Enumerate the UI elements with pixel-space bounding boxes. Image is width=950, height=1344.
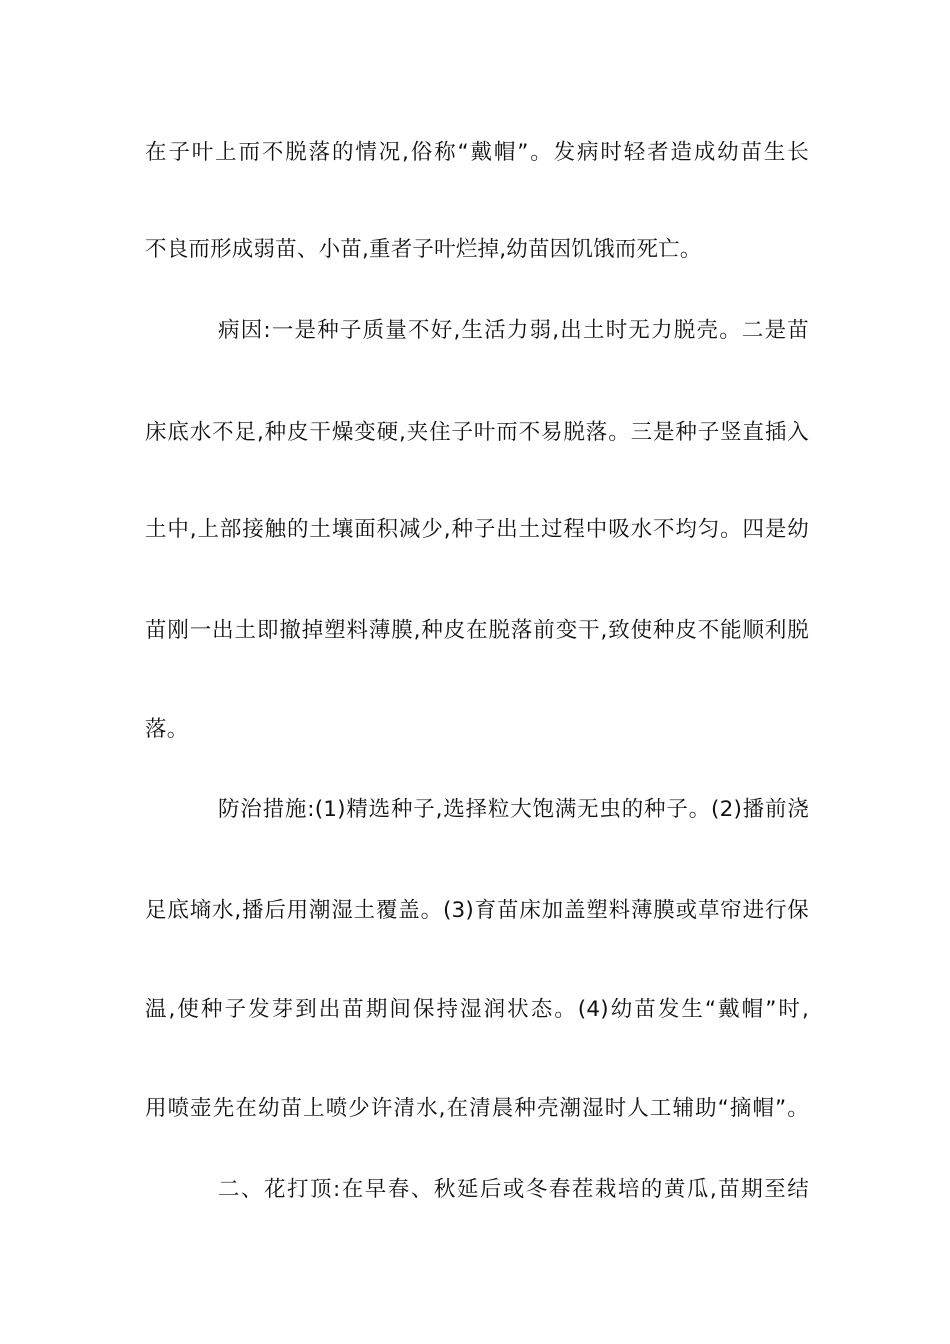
text-line-1: 在子叶上而不脱落的情况,俗称“戴帽”。发病时轻者造成幼苗生长 — [145, 140, 809, 165]
text-line-10: 温,使种子发芽到出苗期间保持湿润状态。(4)幼苗发生“戴帽”时, — [145, 997, 809, 1022]
text-line-3-paragraph-start: 病因:一是种子质量不好,生活力弱,出土时无力脱壳。二是苗 — [218, 318, 809, 343]
text-line-8-paragraph-start: 防治措施:(1)精选种子,选择粒大饱满无虫的种子。(2)播前浇 — [218, 797, 809, 822]
text-line-4: 床底水不足,种皮干燥变硬,夹住子叶而不易脱落。三是种子竖直插入 — [145, 420, 809, 445]
text-line-2: 不良而形成弱苗、小苗,重者子叶烂掉,幼苗因饥饿而死亡。 — [145, 237, 702, 262]
text-line-12-paragraph-start: 二、花打顶:在早春、秋延后或冬春茬栽培的黄瓜,苗期至结 — [218, 1177, 809, 1202]
text-line-6: 苗刚一出土即撤掉塑料薄膜,种皮在脱落前变干,致使种皮不能顺利脱 — [145, 618, 809, 643]
text-line-9: 足底墒水,播后用潮湿土覆盖。(3)育苗床加盖塑料薄膜或草帘进行保 — [145, 898, 809, 923]
text-line-5: 土中,上部接触的土壤面积减少,种子出土过程中吸水不均匀。四是幼 — [145, 517, 809, 542]
text-line-11: 用喷壶先在幼苗上喷少许清水,在清晨种壳潮湿时人工辅助“摘帽”。 — [145, 1096, 809, 1121]
text-line-7: 落。 — [145, 717, 189, 742]
